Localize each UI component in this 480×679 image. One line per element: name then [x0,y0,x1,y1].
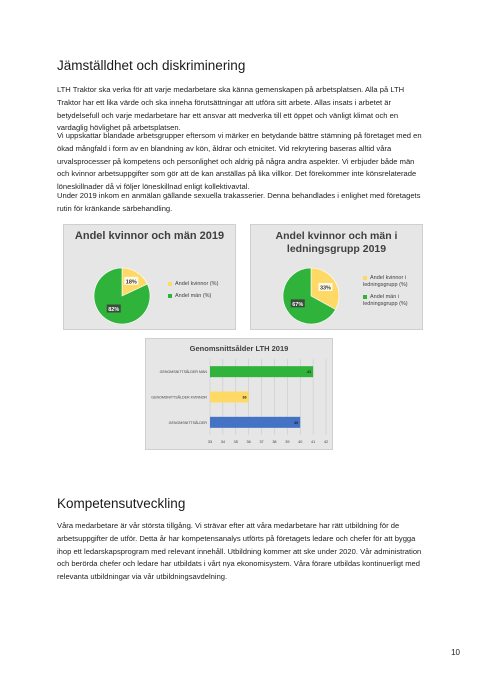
category-label: GENOMSNITTSÅLDER [168,420,207,425]
legend-item-women [168,281,218,288]
legend-label: Andel kvinnor i ledningsgrupp (%) [363,275,408,288]
section-heading-equality: Jämställdhet och diskriminering [57,58,246,73]
bar-chart-age [145,338,333,450]
tick-label: 34 [220,440,226,444]
paragraph-equality-2: Vi uppskattar blandade arbetsgrupper eftersom vi märker en betydande bättre stämning på företaget med en ökad mångfald i form av en blandning av kön, åldrar och etnicitet. Vid rekrytering baseras alltid våra urvalsprocesser på kompetens och personlighet och aldrig på några andra aspekter. Vi erbjuder både män och kvinnor arbetsuppgifter som gör att de kan anställas på lika villkor. Det förekommer inte könsrelaterade löneskillnader då vi följer löneskillnad enligt kollektivavtal. [57,131,422,192]
tick-label: 37 [259,440,264,444]
tick-label: 39 [285,440,290,444]
category-label: GENOMSNITTSÅLDER KVINNOR [151,395,207,400]
tick-label: 41 [310,440,316,444]
data-label: 33% [319,285,331,292]
legend-label: Andel män i ledningsgrupp (%) [363,294,408,307]
legend-item-women [363,275,419,289]
tick-label: 42 [323,440,329,444]
chart-title: Andel kvinnor och män 2019 [74,230,225,242]
data-label: 67% [292,301,304,308]
data-label: 18% [125,279,137,286]
bar [210,366,313,377]
legend-item-men [168,293,211,300]
paragraph-equality-1: LTH Traktor ska verka för att varje medarbetare ska känna gemenskapen på arbetsplatsen. Alla på LTH Traktor har ett lika värde och ska inneha förutsättningar att utföra sitt arbete. Allas insats i arbetet är betydelsefull och varje medarbetare har ett ansvar att medverka till ett öppet och vänligt klimat och en vardaglig hövlighet på arbetsplatsen. [57,85,405,133]
tick-label: 33 [207,440,213,444]
data-label: 40 [293,420,299,425]
paragraph-competence: Våra medarbetare är vår största tillgång. Vi strävar efter att våra medarbetare har rätt utbildning för de arbetsuppgifter de utför. Detta år har kompetensanalys utförts på företagets ledare och chefer för att bygga ihop ett ledarskapsprogram med relevant innehåll. Utbildning kommer att ske under 2020. Vår administration och berörda chefer och ledare har utbildats i vårt nya ekonomisystem. Våra förare utbildas kontinuerligt med relevanta utbildningar via vår utbildningsavdelning. [57,521,422,582]
pie-chart-gender [63,224,236,330]
bar [210,417,300,428]
legend-label: Andel kvinnor (%) [175,281,219,287]
legend-label: Andel män (%) [175,293,212,299]
data-label: 41 [306,370,312,375]
pie-svg [92,266,152,326]
tick-label: 36 [246,440,251,444]
section-heading-competence: Kompetensutveckling [57,496,186,511]
legend-item-men [363,294,419,308]
data-label: 36 [242,395,247,400]
pie-chart-management [250,224,423,330]
paragraph-equality-3: Under 2019 inkom en anmälan gällande sexuella trakasserier. Denna behandlades i enlighet med företagets rutin för kränkande särbehandling. [57,191,421,213]
chart-title: Andel kvinnor och män i ledningsgrupp 2019 [275,230,398,255]
tick-label: 38 [272,440,277,444]
page-number: 10 [451,648,460,657]
tick-label: 35 [233,440,238,444]
bar-svg [146,339,334,451]
category-label: GENOMSNITTSÅLDER MÄN [159,370,207,375]
pie-svg [281,266,341,326]
chart-title: Genomsnittsålder LTH 2019 [189,344,289,353]
data-label: 82% [108,307,120,314]
tick-label: 40 [298,440,303,444]
